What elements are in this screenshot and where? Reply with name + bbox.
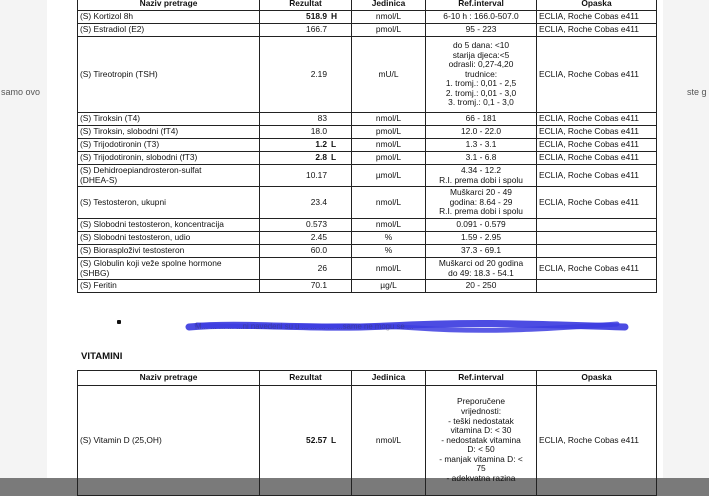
result-value: 70.1 [310,280,327,291]
result-cell [260,113,352,126]
result-value: 1.2 [315,139,327,150]
ref-interval-cell: 12.0 - 22.0 [426,126,537,139]
ref-interval-cell [426,187,537,219]
note-cell: ECLIA, Roche Cobas e411 [537,37,657,113]
footnote-text: M... ... ... ... ...ni navedeni su u ... ... ... ... ...same ne mogu se ... [195,322,414,331]
note-cell: ECLIA, Roche Cobas e411 [537,139,657,152]
header-name: Naziv pretrage [78,371,260,386]
test-name-line: (S) Dehidroepiandrosteron-sulfat [80,164,202,175]
header-ref-interval: Ref.interval [426,0,537,11]
unit-cell: % [352,232,426,245]
result-flag: L [331,152,337,163]
ref-interval-line: - adekvatna razina [446,473,516,484]
table-row [78,386,657,496]
test-name-cell: (S) Tiroksin, slobodni (fT4) [78,126,260,139]
ref-interval-cell: 0.091 - 0.579 [426,219,537,232]
table-row [78,258,657,280]
result-cell [260,165,352,187]
ref-interval-cell [426,165,537,187]
ref-interval-line: trudnice: [464,68,498,79]
ref-interval-cell: 3.1 - 6.8 [426,152,537,165]
ref-interval-cell: 37.3 - 69.1 [426,245,537,258]
test-name-cell: (S) Vitamin D (25,OH) [78,386,260,496]
table-row [78,11,657,24]
result-value: 166.7 [306,24,327,35]
table-row [78,139,657,152]
table-row [78,126,657,139]
unit-cell: nmol/L [352,219,426,232]
result-cell [260,11,352,24]
note-cell: ECLIA, Roche Cobas e411 [537,165,657,187]
unit-cell: pmol/L [352,126,426,139]
result-value: 83 [317,113,327,124]
header-unit: Jedinica [352,371,426,386]
ref-interval-line: R.I. prema dobi i spolu [439,206,523,217]
table-header-row [78,0,657,11]
result-value: 2.8 [315,152,327,163]
ref-interval-cell: 66 - 181 [426,113,537,126]
ref-interval-line: 2. tromj.: 0,01 - 3,0 [445,87,517,98]
ref-interval-line: 75 [476,463,486,474]
table-row [78,165,657,187]
vitamins-table-body [78,386,657,496]
result-value: 2.19 [310,68,327,79]
note-cell: ECLIA, Roche Cobas e411 [537,11,657,24]
header-unit: Jedinica [352,0,426,11]
test-name-cell: (S) Slobodni testosteron, koncentracija [78,219,260,232]
unit-cell: µg/L [352,280,426,293]
ref-interval-line: - teški nedostatak [448,415,514,426]
table-row [78,245,657,258]
ref-interval-line: 1. tromj.: 0,01 - 2,5 [445,78,517,89]
ref-interval-cell: 1.59 - 2.95 [426,232,537,245]
ref-interval-line: Muškarci od 20 godina [438,257,524,268]
note-cell: ECLIA, Roche Cobas e411 [537,258,657,280]
ref-interval-line: D: < 50 [467,444,495,455]
adjacent-page-right-text: ste g [687,87,707,97]
header-note: Opaska [537,371,657,386]
test-name-cell [78,165,260,187]
test-name-cell [78,258,260,280]
table-row [78,232,657,245]
result-flag: H [331,11,338,22]
unit-cell: pmol/L [352,152,426,165]
result-value: 10.17 [306,169,327,180]
ref-interval-line: vitamina D: < 30 [450,425,512,436]
table-row [78,113,657,126]
ref-interval-line: - manjak vitamina D: < [439,453,523,464]
unit-cell: mU/L [352,37,426,113]
result-flag: L [331,434,337,445]
test-name-cell: (S) Estradiol (E2) [78,24,260,37]
test-name-line: (DHEA-S) [80,174,118,185]
ref-interval-cell [426,258,537,280]
result-value: 23.4 [310,196,327,207]
note-cell [537,245,657,258]
result-flag: L [331,139,337,150]
table-header-row [78,371,657,386]
result-value: 60.0 [310,245,327,256]
table-row [78,152,657,165]
note-cell: ECLIA, Roche Cobas e411 [537,113,657,126]
test-name-cell: (S) Testosteron, ukupni [78,187,260,219]
unit-cell: nmol/L [352,139,426,152]
header-result: Rezultat [260,0,352,11]
unit-cell: µmol/L [352,165,426,187]
result-value: 18.0 [310,126,327,137]
test-name-cell: (S) Trijodotironin, slobodni (fT3) [78,152,260,165]
header-name: Naziv pretrage [78,0,260,11]
ref-interval-line: - nedostatak vitamina [441,434,521,445]
ref-interval-cell [426,37,537,113]
test-name-cell: (S) Feritin [78,280,260,293]
unit-cell: nmol/L [352,187,426,219]
section-title-vitamins: VITAMINI [81,351,123,362]
ref-interval-cell: 95 - 223 [426,24,537,37]
result-cell [260,232,352,245]
note-cell: ECLIA, Roche Cobas e411 [537,126,657,139]
test-name-cell: (S) Tiroksin (T4) [78,113,260,126]
note-cell [537,232,657,245]
test-name-line: (SHBG) [80,267,110,278]
ref-interval-line: R.I. prema dobi i spolu [439,174,523,185]
test-name-cell: (S) Slobodni testosteron, udio [78,232,260,245]
hormones-table-body [78,11,657,293]
table-row [78,187,657,219]
ref-interval-cell: 6-10 h : 166.0-507.0 [426,11,537,24]
result-cell [260,280,352,293]
ref-interval-line: 3. tromj.: 0,1 - 3,0 [448,97,514,108]
result-value: 0.573 [306,219,327,230]
test-name-cell: (S) Trijodotironin (T3) [78,139,260,152]
note-cell: ECLIA, Roche Cobas e411 [537,152,657,165]
ref-interval-line: do 5 dana: <10 [452,39,510,50]
result-value: 26 [317,262,327,273]
unit-cell: nmol/L [352,386,426,496]
unit-cell: nmol/L [352,113,426,126]
test-name-cell: (S) Kortizol 8h [78,11,260,24]
adjacent-page-left-text: samo ovo [1,87,41,97]
result-cell [260,386,352,496]
table-row [78,37,657,113]
result-cell [260,219,352,232]
ref-interval-cell [426,386,537,496]
hormones-table [77,0,657,293]
test-name-line: (S) Globulin koji veže spolne hormone [80,257,222,268]
table-row [78,280,657,293]
result-cell [260,139,352,152]
document-page [47,0,663,484]
header-result: Rezultat [260,371,352,386]
unit-cell: nmol/L [352,258,426,280]
result-value: 52.57 [306,434,327,445]
adjacent-page-right [663,0,709,478]
ref-interval-line: Muškarci 20 - 49 [450,187,512,198]
bullet-marker [117,320,121,324]
note-cell [537,219,657,232]
ref-interval-cell: 1.3 - 3.1 [426,139,537,152]
unit-cell: % [352,245,426,258]
ref-interval-line: godina: 8.64 - 29 [449,196,513,207]
result-cell [260,187,352,219]
ref-interval-cell: 20 - 250 [426,280,537,293]
ref-interval-line: do 49: 18.3 - 54.1 [448,267,514,278]
header-note: Opaska [537,0,657,11]
table-row [78,24,657,37]
test-name-cell: (S) Tireotropin (TSH) [78,37,260,113]
result-cell [260,126,352,139]
result-cell [260,258,352,280]
ref-interval-line: vrijednosti: [460,405,502,416]
ref-interval-line: 4.34 - 12.2 [460,164,502,175]
adjacent-page-left [0,0,47,478]
note-cell: ECLIA, Roche Cobas e411 [537,386,657,496]
table-row [78,219,657,232]
ref-interval-line: Preporučene [457,396,505,407]
result-cell [260,37,352,113]
note-cell: ECLIA, Roche Cobas e411 [537,187,657,219]
result-cell [260,245,352,258]
result-value: 2.45 [310,232,327,243]
vitamins-table [77,370,657,496]
result-cell [260,152,352,165]
unit-cell: pmol/L [352,24,426,37]
header-ref-interval: Ref.interval [426,371,537,386]
note-cell [537,280,657,293]
ref-interval-line: starija djeca:<5 [452,49,510,60]
result-value: 518.9 [306,11,327,22]
ref-interval-line: odrasli: 0,27-4,20 [448,59,514,70]
result-cell [260,24,352,37]
unit-cell: nmol/L [352,11,426,24]
test-name-cell: (S) Biorasploživi testosteron [78,245,260,258]
note-cell: ECLIA, Roche Cobas e411 [537,24,657,37]
